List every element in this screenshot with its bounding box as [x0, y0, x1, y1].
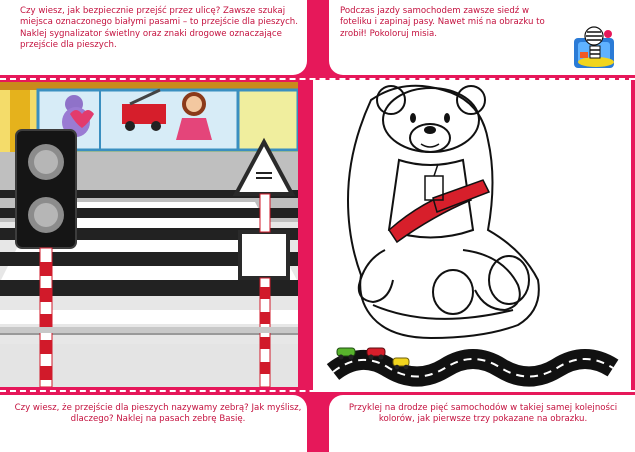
teddy-car-seat-coloring — [313, 80, 631, 392]
street-scene-illustration — [0, 82, 298, 387]
instruction-cars: Przyklej na drodze pięć samochodów w takiej samej kolejności kolorów, jak pierwsze trzy pokazane na obrazku. — [348, 403, 618, 425]
instruction-crossing: Czy wiesz, jak bezpiecznie przejść przez ulicę? Zawsze szukaj miejsca oznaczonego białymi pasami – to przejście dla pieszych. Naklej sygnalizator świetlny oraz znaki drogowe oznaczające przejście dla pieszych. — [20, 6, 298, 51]
zebra-badge-icon — [570, 22, 622, 74]
instruction-zebra: Czy wiesz, że przejście dla pieszych nazywamy zebrą? Jak myślisz, dlaczego? Naklej na pasach zebrę Basię. — [14, 403, 302, 425]
instruction-car-seat: Podczas jazdy samochodem zawsze siedź w foteliku i zapinaj pasy. Nawet miś na obrazku to zrobił! Pokoloruj misia. — [340, 6, 545, 39]
